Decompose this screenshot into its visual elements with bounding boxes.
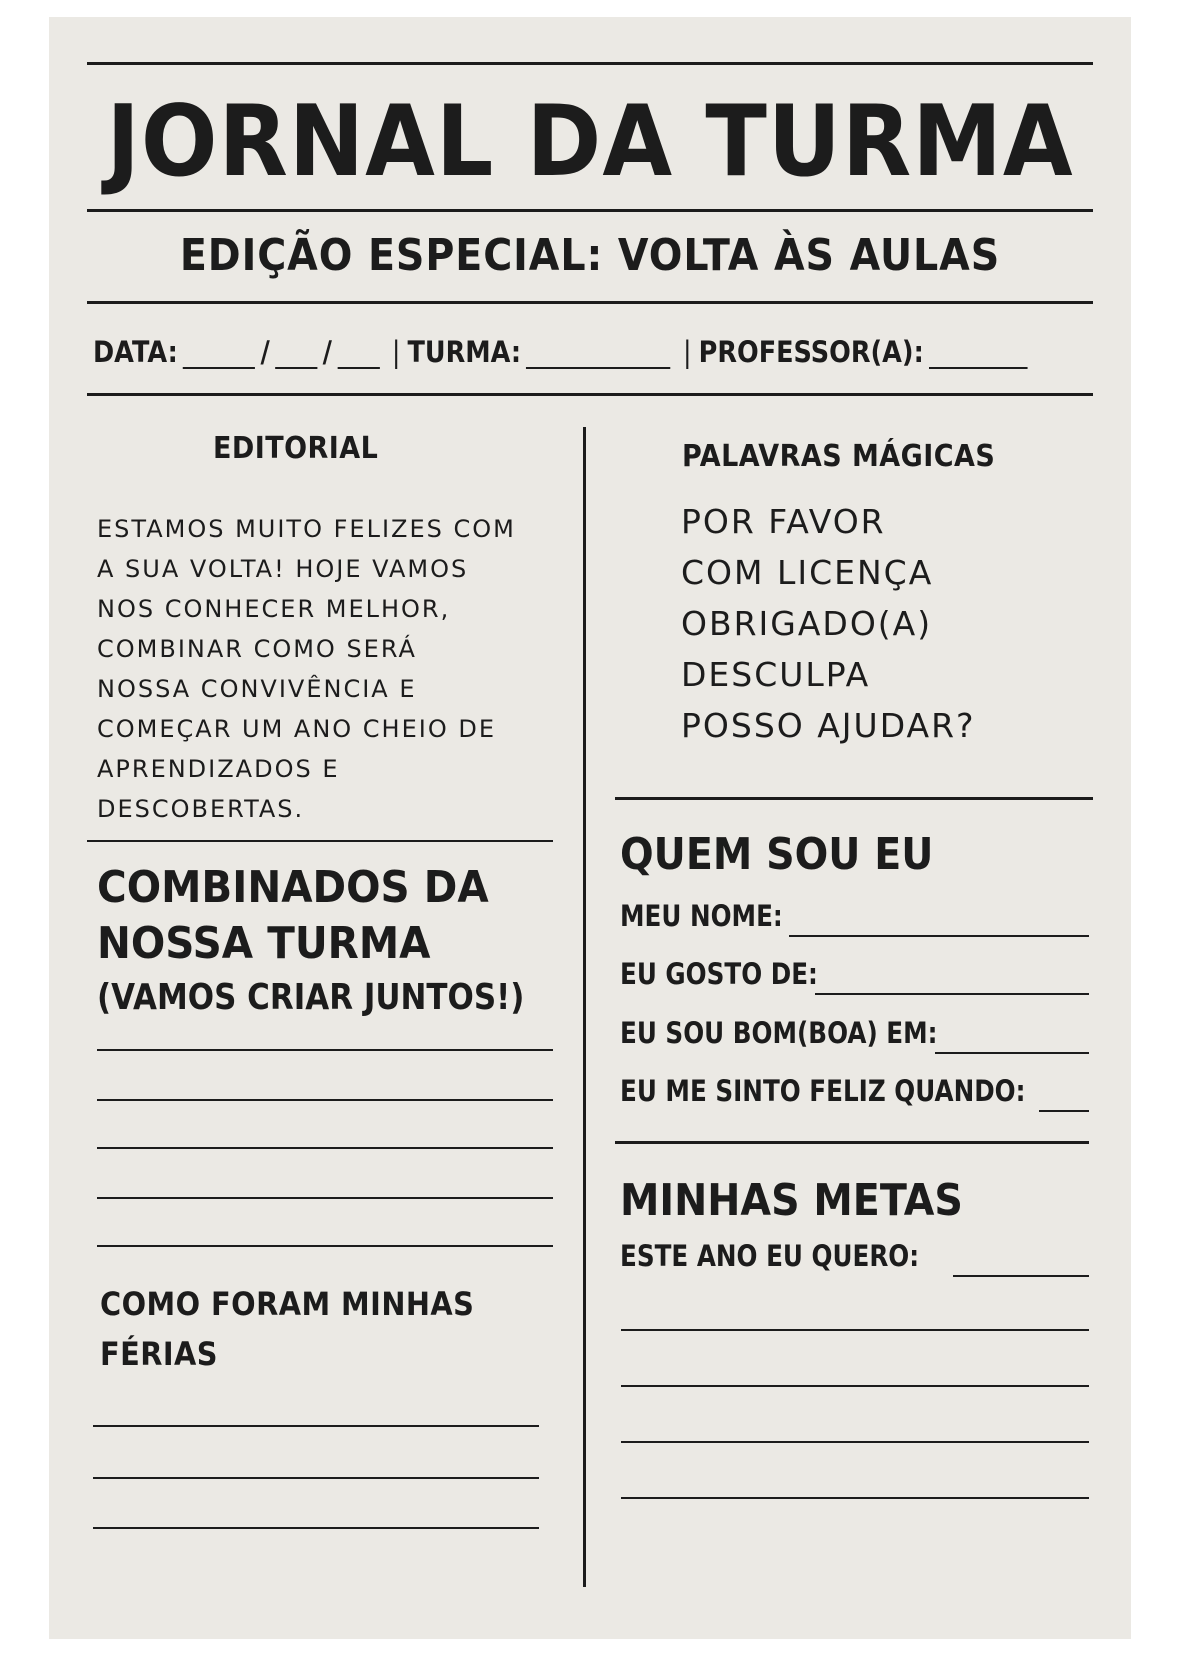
palavras-rule xyxy=(615,797,1093,800)
editorial-line: APRENDIZADOS E xyxy=(97,755,340,783)
palavra-item: COM LICENÇA xyxy=(681,553,934,592)
combinados-writing-line[interactable] xyxy=(97,1147,553,1149)
editorial-line: COMBINAR COMO SERÁ xyxy=(97,635,417,663)
palavra-item: POSSO AJUDAR? xyxy=(681,706,976,745)
field-label: EU ME SINTO FELIZ QUANDO: xyxy=(620,1074,1026,1108)
class-blank[interactable] xyxy=(526,343,670,369)
combinados-writing-line[interactable] xyxy=(97,1049,553,1051)
palavra-item: POR FAVOR xyxy=(681,502,886,541)
masthead-title: JORNAL DA TURMA xyxy=(106,85,1074,199)
palavra-item: OBRIGADO(A) xyxy=(681,604,933,643)
info-divider: | xyxy=(391,335,401,369)
date-label: DATA: xyxy=(93,335,178,369)
field-metas-prompt xyxy=(620,1239,972,1273)
palavras-list xyxy=(681,502,976,757)
date-month-blank[interactable] xyxy=(275,343,317,369)
combinados-heading: COMBINADOS DA xyxy=(97,862,489,913)
metas-writing-line[interactable] xyxy=(621,1497,1089,1499)
eu-gosto-de-blank[interactable] xyxy=(815,993,1089,995)
meu-nome-blank[interactable] xyxy=(789,935,1089,937)
editorial-line: NOSSA CONVIVÊNCIA E xyxy=(97,675,417,703)
ferias-writing-line[interactable] xyxy=(93,1477,539,1479)
class-label: TURMA: xyxy=(407,335,522,369)
ferias-writing-line[interactable] xyxy=(93,1527,539,1529)
info-row xyxy=(93,335,1033,369)
eu-sou-bom-blank[interactable] xyxy=(935,1052,1089,1054)
metas-prompt-blank[interactable] xyxy=(953,1275,1089,1277)
palavra-item: DESCULPA xyxy=(681,655,871,694)
subtitle-rule xyxy=(87,301,1093,304)
combinados-subheading: (VAMOS CRIAR JUNTOS!) xyxy=(97,977,525,1018)
date-separator: / xyxy=(260,335,270,369)
feliz-quando-blank[interactable] xyxy=(1039,1110,1089,1112)
field-label: EU SOU BOM(BOA) EM: xyxy=(620,1016,938,1050)
date-day-blank[interactable] xyxy=(183,343,255,369)
masthead-rule xyxy=(87,209,1093,212)
teacher-blank[interactable] xyxy=(929,343,1028,369)
teacher-label: PROFESSOR(A): xyxy=(698,335,924,369)
metas-writing-line[interactable] xyxy=(621,1329,1089,1331)
editorial-line: DESCOBERTAS. xyxy=(97,795,305,823)
editorial-line: A SUA VOLTA! HOJE VAMOS xyxy=(97,555,469,583)
combinados-writing-line[interactable] xyxy=(97,1245,553,1247)
combinados-writing-line[interactable] xyxy=(97,1197,553,1199)
metas-writing-line[interactable] xyxy=(621,1441,1089,1443)
metas-prompt-label: ESTE ANO EU QUERO: xyxy=(620,1239,920,1273)
date-year-blank[interactable] xyxy=(337,343,379,369)
field-feliz-quando xyxy=(620,1074,1097,1108)
quem-sou-eu-rule xyxy=(615,1141,1089,1144)
combinados-writing-line[interactable] xyxy=(97,1099,553,1101)
palavras-heading: PALAVRAS MÁGICAS xyxy=(682,439,996,474)
ferias-heading: FÉRIAS xyxy=(100,1335,218,1373)
editorial-rule xyxy=(87,840,553,842)
top-rule xyxy=(87,62,1093,65)
combinados-heading: NOSSA TURMA xyxy=(97,918,431,969)
editorial-text xyxy=(97,509,557,829)
editorial-line: COMEÇAR UM ANO CHEIO DE xyxy=(97,715,497,743)
field-meu-nome xyxy=(620,899,812,933)
newspaper-page xyxy=(49,17,1131,1639)
editorial-heading: EDITORIAL xyxy=(213,431,379,466)
metas-writing-line[interactable] xyxy=(621,1385,1089,1387)
metas-heading: MINHAS METAS xyxy=(620,1175,963,1226)
editorial-line: ESTAMOS MUITO FELIZES COM xyxy=(97,515,516,543)
quem-sou-eu-heading: QUEM SOU EU xyxy=(620,829,934,880)
editorial-line: NOS CONHECER MELHOR, xyxy=(97,595,451,623)
ferias-heading: COMO FORAM MINHAS xyxy=(100,1285,475,1323)
field-label: EU GOSTO DE: xyxy=(620,957,818,991)
column-divider xyxy=(583,427,586,1587)
field-label: MEU NOME: xyxy=(620,899,783,933)
field-eu-gosto-de xyxy=(620,957,853,991)
info-rule xyxy=(87,393,1093,396)
ferias-writing-line[interactable] xyxy=(93,1425,539,1427)
date-separator: / xyxy=(322,335,332,369)
field-eu-sou-bom xyxy=(620,1016,994,1050)
info-divider: | xyxy=(682,335,692,369)
edition-subtitle: EDIÇÃO ESPECIAL: VOLTA ÀS AULAS xyxy=(179,230,1001,281)
